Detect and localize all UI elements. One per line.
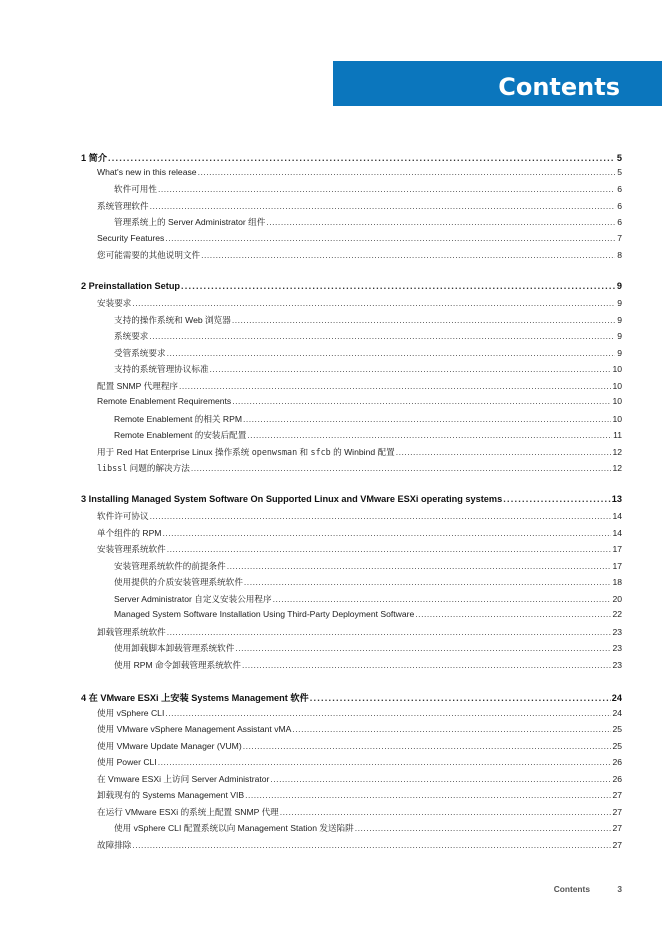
toc-entry-title: 支持的操作系统和 Web 浏览器	[114, 314, 231, 325]
toc-entry[interactable]	[81, 839, 622, 856]
toc-entry-title: 3 Installing Managed System Software On Supported Linux and VMware ESXi operating systems	[81, 493, 503, 504]
toc-entry-title: Server Administrator 自定义安装公用程序	[114, 593, 272, 604]
dot-leader	[232, 315, 615, 325]
toc-entry-title: 系统管理软件	[97, 200, 149, 211]
toc-entry-page: 14	[612, 527, 622, 538]
toc-entry-title: Managed System Software Installation Using Third-Party Deployment Software	[114, 609, 415, 619]
toc-entry-page: 23	[612, 659, 622, 670]
toc-entry-page: 12	[612, 463, 622, 473]
toc-entry-title: 管理系统上的 Server Administrator 组件	[114, 217, 266, 227]
toc-entry[interactable]	[81, 429, 622, 446]
toc-entry-title: 受管系统要求	[114, 347, 166, 358]
dot-leader	[191, 463, 612, 473]
toc-entry[interactable]	[81, 216, 622, 233]
footer-label: Contents	[553, 884, 590, 894]
toc-entry[interactable]	[81, 363, 622, 380]
page-footer	[0, 884, 622, 894]
toc-entry-title-part: 的 Winbind 配置	[333, 446, 395, 457]
toc-entry-title: 4 在 VMware ESXi 上安装 Systems Management 软件	[81, 693, 309, 703]
dot-leader	[270, 774, 611, 784]
toc-chapter-4	[81, 690, 622, 855]
dot-leader	[227, 561, 612, 571]
toc-entry-page: 10	[612, 380, 622, 391]
dot-leader	[235, 643, 611, 653]
toc-entry-title	[97, 446, 395, 458]
toc-entry[interactable]	[81, 380, 622, 397]
toc-entry-chapter[interactable]	[81, 150, 622, 167]
dot-leader	[244, 577, 612, 587]
toc-entry-title: 使用 RPM 命令卸载管理系统软件	[114, 659, 241, 670]
toc-entry-page: 12	[612, 446, 622, 457]
toc-entry-page: 17	[612, 544, 622, 554]
toc-entry-page: 9	[617, 347, 622, 358]
dot-leader	[132, 298, 615, 308]
dot-leader	[415, 609, 611, 619]
toc-entry-title: 使用提供的介质安装管理系统软件	[114, 577, 243, 587]
toc-entry-title: 支持的系统管理协议标准	[114, 364, 209, 374]
toc-entry-page: 9	[617, 298, 622, 308]
toc-entry-title-part: 问题的解决方法	[129, 463, 190, 473]
dot-leader	[108, 153, 615, 163]
dot-leader	[266, 217, 615, 227]
dot-leader	[280, 807, 612, 817]
toc-entry[interactable]	[81, 233, 622, 250]
toc-entry-title: 使用 Power CLI	[97, 757, 157, 767]
dot-leader	[162, 528, 611, 538]
code-sfcb: sfcb	[310, 446, 331, 457]
toc-entry-title: 您可能需要的其他说明文件	[97, 250, 201, 260]
toc-entry[interactable]	[81, 396, 622, 413]
toc-entry-title: 使用卸载脚本卸载管理系统软件	[114, 643, 235, 653]
toc-entry[interactable]	[81, 249, 622, 266]
dot-leader	[243, 741, 612, 751]
dot-leader	[247, 430, 612, 440]
toc-entry-page: 10	[612, 396, 622, 406]
toc-entry-page: 6	[617, 200, 622, 211]
toc-entry[interactable]	[81, 510, 622, 527]
toc-entry-page: 23	[612, 643, 622, 653]
dot-leader	[245, 790, 611, 800]
dot-leader	[158, 757, 612, 767]
toc-entry-title: 安装要求	[97, 298, 132, 308]
toc-entry[interactable]	[81, 183, 622, 200]
toc-entry-page: 5	[617, 166, 622, 177]
toc-entry-page: 14	[612, 511, 622, 521]
toc-entry-title-part: 和	[299, 446, 309, 457]
toc-entry-title: 卸载现有的 Systems Management VIB	[97, 790, 245, 800]
dot-leader	[132, 840, 611, 850]
dot-leader	[167, 348, 615, 358]
toc-entry-title: 系统要求	[114, 331, 149, 341]
toc-entry-page: 9	[617, 314, 622, 325]
code-libssl: libssl	[97, 463, 128, 473]
toc-entry[interactable]	[81, 167, 622, 184]
code-openwsman: openwsman	[251, 446, 298, 457]
dot-leader	[158, 184, 615, 194]
toc-entry-page: 26	[612, 773, 622, 784]
toc-entry[interactable]	[81, 723, 622, 740]
toc-entry[interactable]	[81, 642, 622, 659]
dot-leader	[179, 381, 611, 391]
dot-leader	[198, 167, 615, 177]
dot-leader	[210, 364, 612, 374]
dot-leader	[242, 660, 611, 670]
toc-entry-title: 2 Preinstallation Setup	[81, 280, 181, 291]
dot-leader	[292, 724, 611, 734]
toc-entry[interactable]	[81, 806, 622, 823]
dot-leader	[167, 627, 612, 637]
toc-entry-title: 使用 VMware Update Manager (VUM)	[97, 740, 242, 751]
toc-entry-title: 1 简介	[81, 153, 108, 163]
toc-entry-title: Remote Enablement 的相关 RPM	[114, 413, 242, 424]
toc-entry-title	[97, 462, 190, 474]
toc-entry[interactable]	[81, 576, 622, 593]
toc-entry-page: 23	[612, 626, 622, 637]
toc-entry[interactable]	[81, 659, 622, 676]
toc-entry[interactable]	[81, 756, 622, 773]
toc-entry-title: 在 Vmware ESXi 上访问 Server Administrator	[97, 773, 270, 784]
toc-entry-page: 24	[611, 693, 622, 703]
dot-leader	[149, 331, 615, 341]
toc-entry-page: 27	[612, 790, 622, 800]
toc-entry[interactable]	[81, 740, 622, 757]
toc-entry-page: 27	[612, 806, 622, 817]
toc-entry[interactable]	[81, 822, 622, 839]
toc-entry-chapter[interactable]	[81, 494, 622, 511]
toc-entry-page: 17	[612, 560, 622, 571]
toc-entry-title: 故障排除	[97, 839, 132, 850]
table-of-contents	[81, 150, 622, 870]
dot-leader	[150, 201, 615, 211]
toc-entry[interactable]	[81, 609, 622, 626]
toc-entry-page: 27	[612, 839, 622, 850]
toc-entry-page: 7	[617, 232, 622, 243]
toc-entry-page: 22	[612, 609, 622, 619]
toc-entry-page: 26	[612, 757, 622, 767]
toc-entry[interactable]	[81, 626, 622, 643]
dot-leader	[165, 708, 611, 718]
toc-entry-title: 在运行 VMware ESXi 的系统上配置 SNMP 代理	[97, 806, 279, 817]
toc-entry-title: Security Features	[97, 232, 165, 243]
toc-entry-page: 11	[613, 430, 622, 440]
toc-entry-page: 9	[617, 331, 622, 341]
toc-entry[interactable]	[81, 446, 622, 463]
toc-entry-title: 单个组件的 RPM	[97, 527, 162, 538]
toc-entry[interactable]	[81, 297, 622, 314]
dot-leader	[396, 447, 612, 457]
toc-entry-page: 9	[616, 280, 622, 291]
dot-leader	[243, 414, 611, 424]
toc-entry[interactable]	[81, 330, 622, 347]
toc-entry-title-part: 用于 Red Hat Enterprise Linux 操作系统	[97, 446, 250, 457]
toc-entry-page: 27	[612, 823, 622, 833]
toc-entry-page: 5	[616, 153, 622, 163]
dot-leader	[273, 594, 612, 604]
toc-entry-title: 安装管理系统软件	[97, 544, 166, 554]
toc-entry[interactable]	[81, 560, 622, 577]
dot-leader	[201, 250, 615, 260]
dot-leader	[310, 693, 611, 703]
toc-entry-page: 10	[612, 364, 622, 374]
toc-entry-page: 18	[612, 577, 622, 587]
page-title: Contents	[498, 73, 620, 101]
toc-chapter-2	[81, 281, 622, 479]
toc-entry-page: 25	[612, 740, 622, 751]
toc-entry-title: 安装管理系统软件的前提条件	[114, 560, 226, 571]
dot-leader	[232, 396, 611, 406]
toc-entry[interactable]	[81, 462, 622, 479]
toc-chapter-3	[81, 494, 622, 676]
toc-entry[interactable]	[81, 789, 622, 806]
toc-entry-title: 使用 vSphere CLI	[97, 707, 165, 718]
toc-entry[interactable]	[81, 707, 622, 724]
toc-entry[interactable]	[81, 593, 622, 610]
toc-entry-title: Remote Enablement Requirements	[97, 396, 232, 406]
toc-entry-page: 6	[617, 217, 622, 227]
toc-entry-page: 6	[617, 184, 622, 194]
toc-entry-chapter[interactable]	[81, 690, 622, 707]
toc-entry-title: What's new in this release	[97, 166, 197, 177]
dot-leader	[165, 233, 615, 243]
toc-entry-title: 软件可用性	[114, 184, 157, 194]
toc-entry-page: 8	[617, 250, 622, 260]
toc-entry[interactable]	[81, 347, 622, 364]
toc-entry[interactable]	[81, 314, 622, 331]
toc-entry-title: 使用 VMware vSphere Management Assistant vMA	[97, 724, 292, 734]
toc-entry-title: 卸载管理系统软件	[97, 626, 166, 637]
toc-entry-page: 24	[612, 707, 622, 718]
toc-entry[interactable]	[81, 527, 622, 544]
toc-entry-page: 10	[612, 413, 622, 424]
page-number: 3	[617, 884, 622, 894]
toc-entry-title: 配置 SNMP 代理程序	[97, 380, 179, 391]
toc-entry[interactable]	[81, 543, 622, 560]
toc-entry-title: Remote Enablement 的安装后配置	[114, 430, 247, 440]
dot-leader	[150, 511, 612, 521]
toc-chapter-1	[81, 150, 622, 266]
toc-entry[interactable]	[81, 200, 622, 217]
toc-entry-chapter[interactable]	[81, 281, 622, 298]
toc-entry-title: 使用 vSphere CLI 配置系统以向 Management Station 发送陷阱	[114, 823, 354, 833]
toc-entry-page: 25	[612, 724, 622, 734]
dot-leader	[503, 494, 611, 504]
toc-entry[interactable]	[81, 413, 622, 430]
contents-banner	[333, 61, 662, 106]
toc-entry-title: 软件许可协议	[97, 511, 149, 521]
toc-entry-page: 20	[612, 593, 622, 604]
toc-entry[interactable]	[81, 773, 622, 790]
dot-leader	[355, 823, 612, 833]
dot-leader	[181, 281, 615, 291]
dot-leader	[167, 544, 612, 554]
toc-entry-page: 13	[611, 493, 622, 504]
